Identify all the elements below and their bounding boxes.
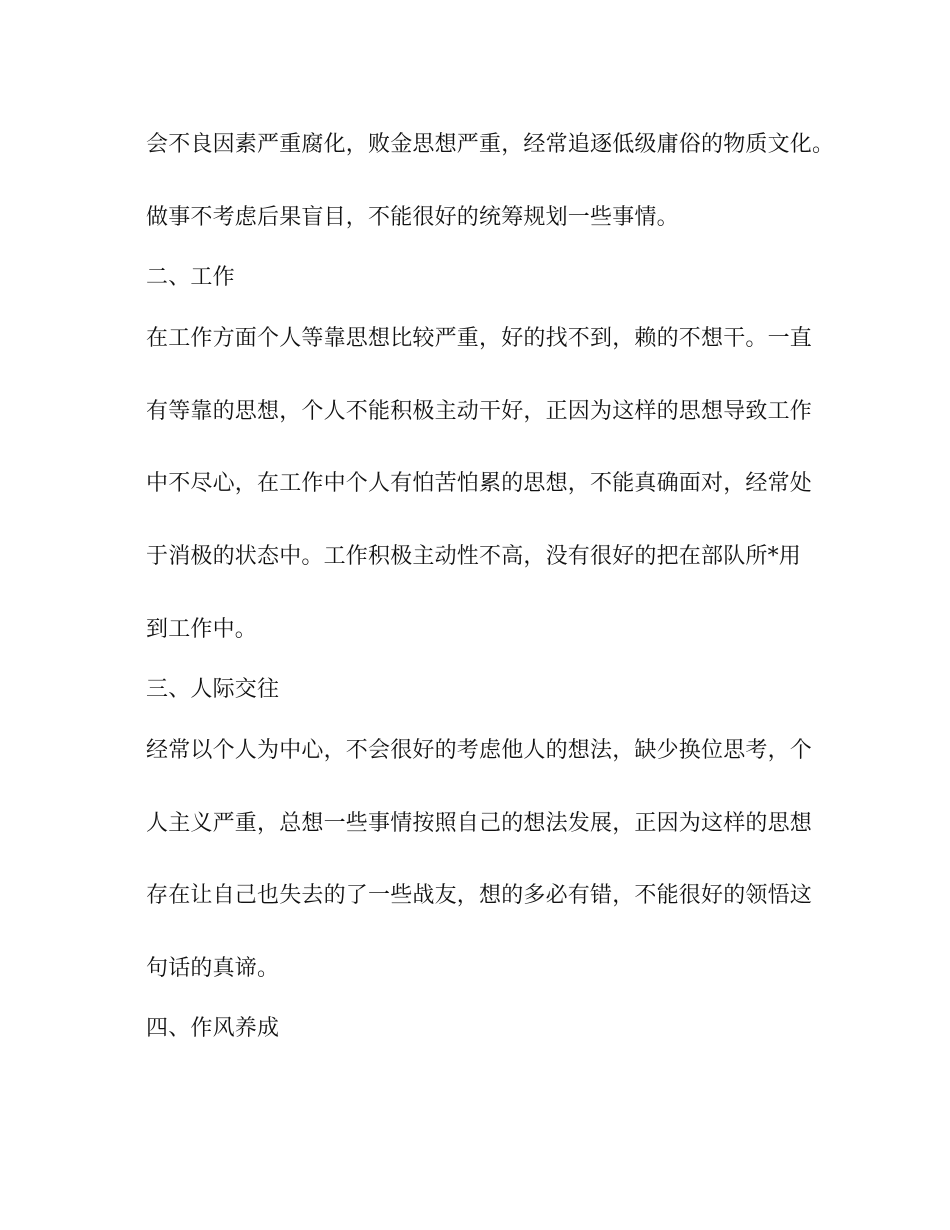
paragraph-line: 做事不考虑后果盲目，不能很好的统筹规划一些事情。 [146,205,679,230]
section-heading-interpersonal: 三、人际交往 [146,677,280,702]
paragraph-line: 中不尽心，在工作中个人有怕苦怕累的思想，不能真确面对，经常处 [146,471,813,496]
paragraph-line: 在工作方面个人等靠思想比较严重，好的找不到，赖的不想干。一直 [146,326,813,351]
section-heading-work: 二、工作 [146,265,235,290]
paragraph-line: 经常以个人为中心，不会很好的考虑他人的想法，缺少换位思考，个 [146,738,813,763]
section-heading-conduct: 四、作风养成 [146,1016,280,1041]
paragraph-line: 到工作中。 [146,617,258,642]
paragraph-line: 句话的真谛。 [146,956,280,981]
paragraph-line: 存在让自己也失去的了一些战友，想的多必有错，不能很好的领悟这 [146,883,813,908]
paragraph-line: 会不良因素严重腐化，败金思想严重，经常追逐低级庸俗的物质文化。 [146,132,835,157]
paragraph-line: 有等靠的思想，个人不能积极主动干好，正因为这样的思想导致工作 [146,399,813,424]
paragraph-line: 于消极的状态中。工作积极主动性不高，没有很好的把在部队所*用 [146,544,802,569]
paragraph-line: 人主义严重，总想一些事情按照自己的想法发展，正因为这样的思想 [146,811,813,836]
